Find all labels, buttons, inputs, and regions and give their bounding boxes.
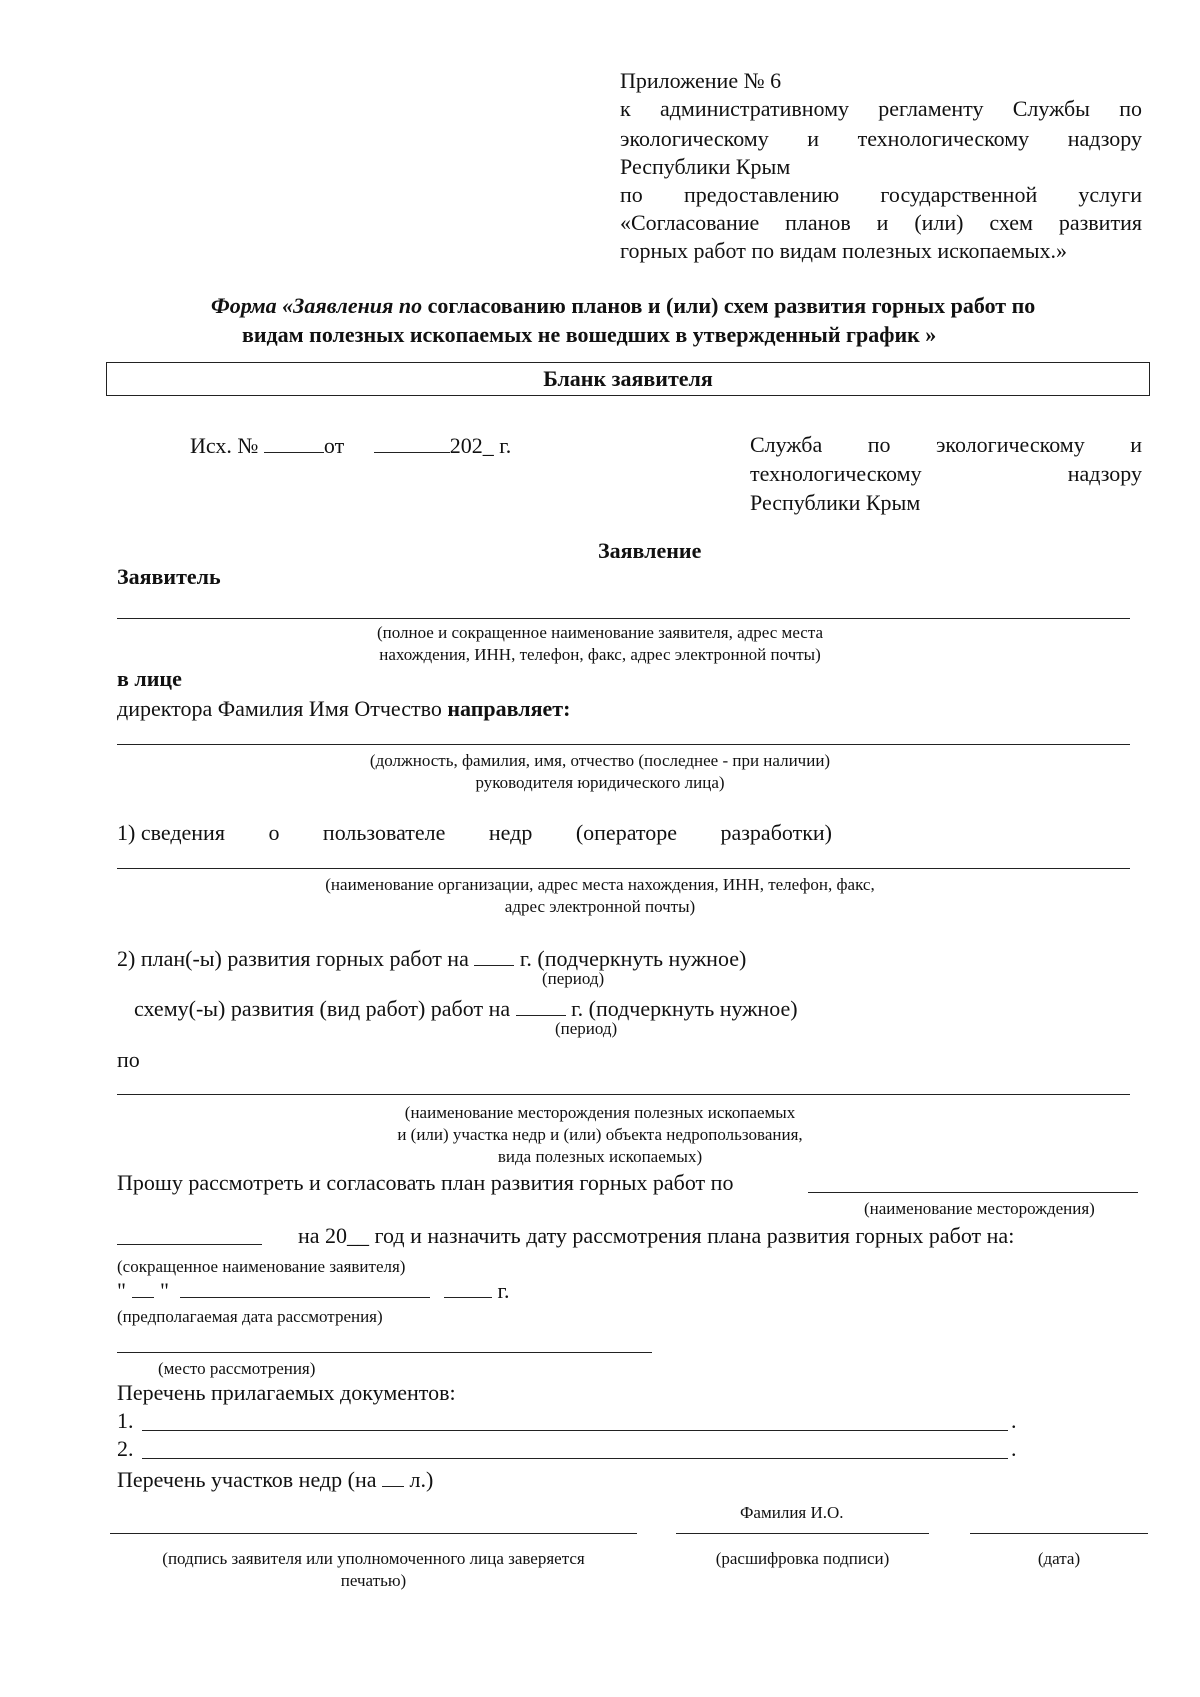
- short-name-hint: (сокращенное наименование заявителя): [117, 1257, 406, 1276]
- outgoing-year-label: 202_ г.: [449, 433, 512, 458]
- subsoil-user-hint-1: (наименование организации, адрес места нахождения, ИНН, телефон, факс,: [325, 875, 875, 894]
- scheme-prefix: схему(-ы) развития (вид работ) работ на: [134, 996, 511, 1021]
- scheme-suffix: г. (подчеркнуть нужное): [571, 996, 798, 1021]
- request-deposit-hint: (наименование месторождения): [864, 1199, 1095, 1218]
- plan-prefix: 2) план(-ы) развития горных работ на: [117, 946, 469, 971]
- represented-by-text: директора Фамилия Имя Отчество: [117, 696, 442, 721]
- item2-scheme-line: [134, 995, 798, 1022]
- applicant-hint-2: нахождения, ИНН, телефон, факс, адрес электронной почты): [379, 645, 821, 664]
- form-title-line-2: видам полезных ископаемых не вошедших в утвержденный график »: [242, 322, 937, 347]
- proposed-year-field[interactable]: [444, 1277, 492, 1298]
- signature-hint-1: (подпись заявителя или уполномоченного лица заверяется: [162, 1549, 585, 1568]
- outgoing-number-label: Исх. №: [190, 433, 259, 458]
- plan-period-field[interactable]: [474, 945, 514, 966]
- review-place-field[interactable]: [117, 1352, 652, 1353]
- applicant-letterhead-label: Бланк заявителя: [543, 366, 713, 391]
- statement-title: Заявление: [598, 538, 702, 563]
- represented-by-line: [117, 696, 570, 722]
- attachment-1-number: 1.: [117, 1408, 134, 1433]
- quote-close: ": [159, 1278, 169, 1303]
- item2-plan-line: [117, 945, 746, 972]
- appendix-number: Приложение № 6: [620, 68, 782, 93]
- request-text: Прошу рассмотреть и согласовать план развития горных работ по: [117, 1170, 734, 1195]
- review-place-hint: (место рассмотрения): [158, 1359, 316, 1378]
- attachment-2-number: 2.: [117, 1436, 134, 1461]
- subsoil-user-hint-2: адрес электронной почты): [504, 897, 696, 916]
- applicant-letterhead-box: [106, 362, 1150, 396]
- attachment-1-field[interactable]: [142, 1430, 1008, 1431]
- subsoil-user-field[interactable]: [117, 868, 1130, 869]
- appendix-line-7: горных работ по видам полезных ископаемых.»: [620, 238, 1067, 263]
- proposed-month-field[interactable]: [180, 1277, 430, 1298]
- deposit-hint-1: (наименование месторождения полезных ископаемых: [404, 1103, 796, 1122]
- representative-hint-2: руководителя юридического лица): [475, 773, 725, 792]
- represented-by-label: в лице: [117, 666, 182, 691]
- attachment-1-end: .: [1011, 1408, 1017, 1433]
- appendix-line-5: по предоставлению государственной услуги: [620, 182, 1142, 207]
- form-title-italic: Форма «Заявления по: [211, 293, 423, 318]
- applicant-label: Заявитель: [117, 564, 221, 589]
- directs-label: направляет:: [447, 696, 571, 721]
- proposed-day-field[interactable]: [132, 1277, 154, 1298]
- form-title-rest: согласованию планов и (или) схем развития горных работ по: [427, 293, 1036, 318]
- deposit-hint-2: и (или) участка недр и (или) объекта недропользования,: [397, 1125, 803, 1144]
- request-deposit-field[interactable]: [808, 1192, 1138, 1193]
- attachment-2-end: .: [1011, 1436, 1017, 1461]
- appendix-line-2: к административному регламенту Службы по: [620, 96, 1142, 121]
- signer-name: Фамилия И.О.: [740, 1503, 844, 1522]
- applicant-hint-1: (полное и сокращенное наименование заявителя, адрес места: [376, 623, 824, 642]
- signature-hint-2: печатью): [340, 1571, 407, 1590]
- date-hint: (дата): [1037, 1549, 1081, 1568]
- signature-decode-field[interactable]: [676, 1533, 929, 1534]
- quote-open: ": [117, 1278, 126, 1303]
- addressee-line-1: Служба по экологическому и: [750, 432, 1142, 457]
- addressee-line-2: технологическому надзору: [750, 461, 1142, 486]
- signature-date-field[interactable]: [970, 1533, 1148, 1534]
- attachments-title: Перечень прилагаемых документов:: [117, 1380, 456, 1405]
- applicant-name-field[interactable]: [117, 618, 1130, 619]
- attachment-2-field[interactable]: [142, 1458, 1008, 1459]
- scheme-period-hint: (период): [555, 1019, 618, 1038]
- deposit-hint-3: вида полезных ископаемых): [497, 1147, 703, 1166]
- scheme-period-field[interactable]: [516, 995, 566, 1016]
- representative-hint-1: (должность, фамилия, имя, отчество (последнее - при наличии): [369, 751, 831, 770]
- plan-suffix: г. (подчеркнуть нужное): [519, 946, 747, 971]
- deposit-field[interactable]: [117, 1094, 1130, 1095]
- outgoing-date-field[interactable]: [374, 432, 450, 453]
- outgoing-from-label: от: [323, 433, 345, 458]
- proposed-date-hint: (предполагаемая дата рассмотрения): [117, 1307, 383, 1326]
- po-label: по: [117, 1047, 140, 1072]
- proposed-year-suffix: г.: [497, 1278, 510, 1303]
- appendix-line-4: Республики Крым: [620, 154, 791, 179]
- representative-field[interactable]: [117, 744, 1130, 745]
- addressee-line-3: Республики Крым: [750, 490, 921, 515]
- decode-hint: (расшифровка подписи): [715, 1549, 890, 1568]
- plots-line: [117, 1466, 433, 1493]
- item1-subsoil-user-line: 1) сведения о пользователе недр (операторе разработки): [117, 820, 832, 845]
- form-title-line-1: [211, 293, 1035, 319]
- short-name-field[interactable]: [117, 1244, 262, 1245]
- plots-prefix: Перечень участков недр (на: [117, 1467, 377, 1492]
- request-year-text: на 20__ год и назначить дату рассмотрения плана развития горных работ на:: [298, 1223, 1015, 1248]
- appendix-line-6: «Согласование планов и (или) схем развития: [620, 210, 1142, 235]
- proposed-date-line: [117, 1277, 510, 1304]
- plots-suffix: л.): [409, 1467, 434, 1492]
- outgoing-number-field[interactable]: [264, 432, 324, 453]
- plan-period-hint: (период): [542, 969, 605, 988]
- plots-sheets-field[interactable]: [382, 1466, 404, 1487]
- appendix-line-3: экологическому и технологическому надзору: [620, 126, 1142, 151]
- outgoing-number-line: [190, 432, 511, 459]
- signature-field[interactable]: [110, 1533, 637, 1534]
